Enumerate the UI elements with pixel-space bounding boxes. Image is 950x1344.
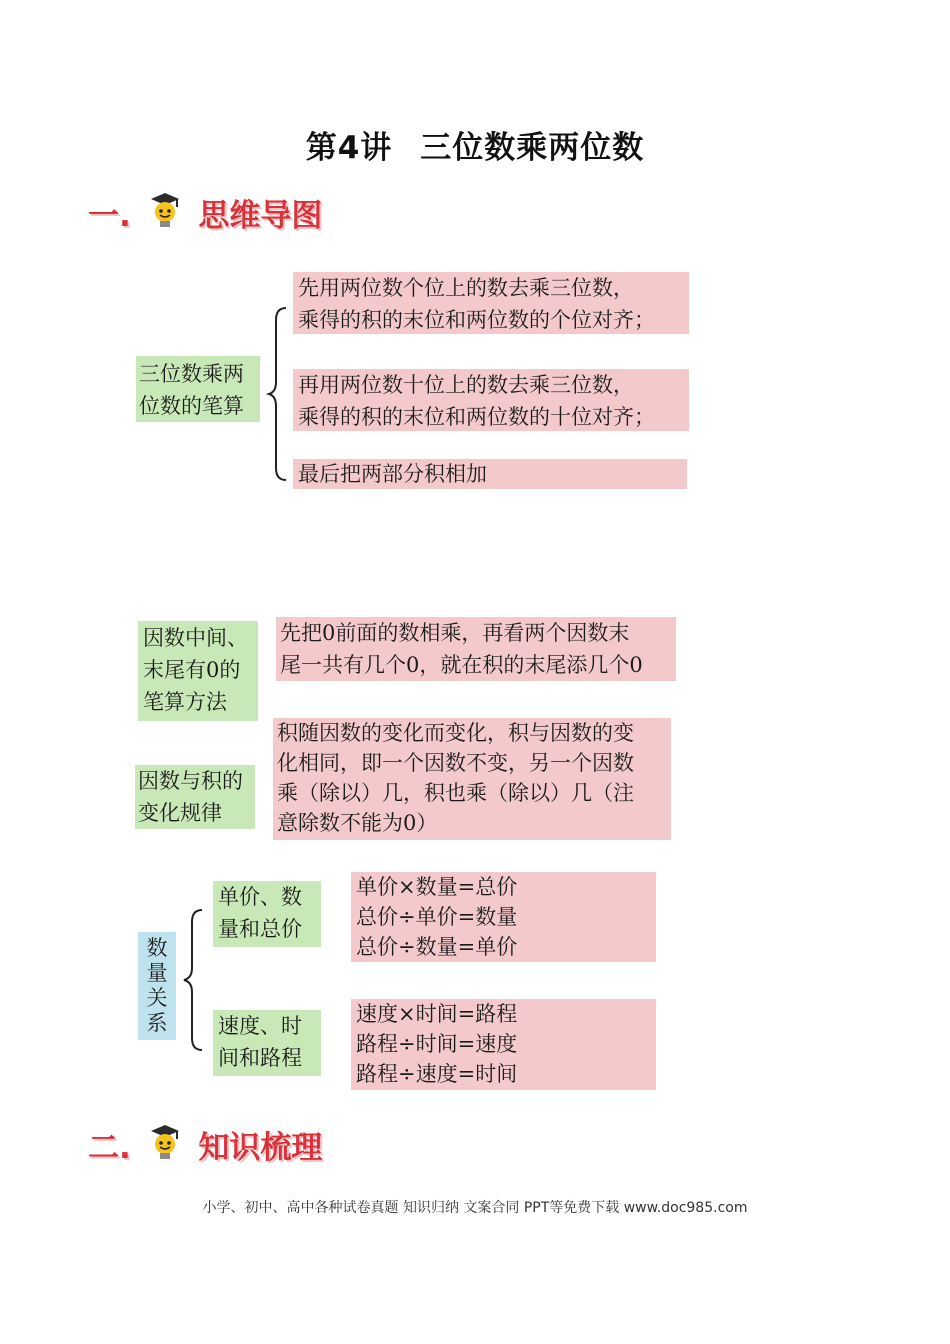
section-heading-mindmap: [88, 190, 322, 238]
map1-branch: [293, 272, 689, 334]
root-line: 三位数乘两: [139, 362, 244, 386]
root-char: 关: [146, 986, 168, 1010]
root-char: 数: [146, 936, 168, 960]
map4-group-formulas: [351, 999, 656, 1090]
map1-root: [136, 356, 260, 422]
map2-content: [276, 617, 676, 681]
branch-line: 再用两位数十位上的数去乘三位数，: [298, 373, 634, 397]
formula-line: 路程÷时间=速度: [356, 1032, 518, 1056]
root-char: 系: [146, 1011, 168, 1035]
content-line: 积随因数的变化而变化，积与因数的变: [277, 721, 634, 745]
label-line: 间和路程: [218, 1046, 302, 1070]
root-char: 量: [146, 961, 168, 985]
section-number: 二.: [88, 1130, 131, 1166]
lecture-number: 第4讲: [305, 130, 393, 166]
section-label: 思维导图: [198, 198, 323, 234]
formula-line: 总价÷单价=数量: [356, 905, 518, 929]
root-line: 位数的笔算: [139, 394, 244, 418]
label-line: 量和总价: [218, 917, 302, 941]
content-line: 先把0前面的数相乘，再看两个因数末: [280, 621, 630, 645]
formula-line: 总价÷数量=单价: [356, 935, 518, 959]
label-line: 单价、数: [218, 885, 302, 909]
map2-root: [138, 621, 258, 721]
label-line: 速度、时: [218, 1014, 302, 1038]
map3-root: [135, 765, 255, 829]
section-heading-knowledge: [88, 1122, 322, 1170]
map4-group-label: [213, 881, 321, 947]
content-line: 化相同，即一个因数不变，另一个因数: [277, 751, 634, 775]
branch-line: 乘得的积的末位和两位数的十位对齐；: [298, 405, 655, 429]
brace-icon: [180, 908, 204, 1052]
map4-root: [138, 932, 176, 1040]
branch-line: 乘得的积的末位和两位数的个位对齐；: [298, 308, 655, 332]
page-title: [0, 122, 950, 167]
formula-line: 速度×时间=路程: [356, 1002, 518, 1026]
formula-line: 路程÷速度=时间: [356, 1062, 518, 1086]
lightbulb-graduate-icon: [148, 1122, 182, 1170]
footer-text: 小学、初中、高中各种试卷真题 知识归纳 文案合同 PPT等免费下载 www.doc985.com: [202, 1200, 748, 1216]
formula-line: 单价×数量=总价: [356, 875, 518, 899]
content-line: 乘（除以）几，积也乘（除以）几（注: [277, 781, 634, 805]
lightbulb-graduate-icon: [148, 190, 182, 238]
map1-branch: [293, 369, 689, 431]
brace-icon: [266, 306, 288, 482]
section-label: 知识梳理: [198, 1130, 323, 1166]
content-line: 尾一共有几个0，就在积的末尾添几个0: [280, 653, 643, 677]
section-number: 一.: [88, 198, 131, 234]
map3-content: [273, 718, 671, 840]
root-line: 变化规律: [138, 801, 222, 825]
branch-line: 先用两位数个位上的数去乘三位数，: [298, 276, 634, 300]
map4-group-formulas: [351, 872, 656, 962]
root-line: 因数中间、: [143, 626, 248, 650]
lecture-topic: 三位数乘两位数: [420, 130, 645, 166]
root-line: 末尾有0的: [143, 658, 241, 682]
root-line: 因数与积的: [138, 769, 243, 793]
root-line: 笔算方法: [143, 690, 227, 714]
map4-group-label: [213, 1010, 321, 1076]
map1-branch: [293, 459, 687, 489]
content-line: 意除数不能为0）: [277, 811, 438, 835]
branch-line: 最后把两部分积相加: [298, 462, 487, 486]
